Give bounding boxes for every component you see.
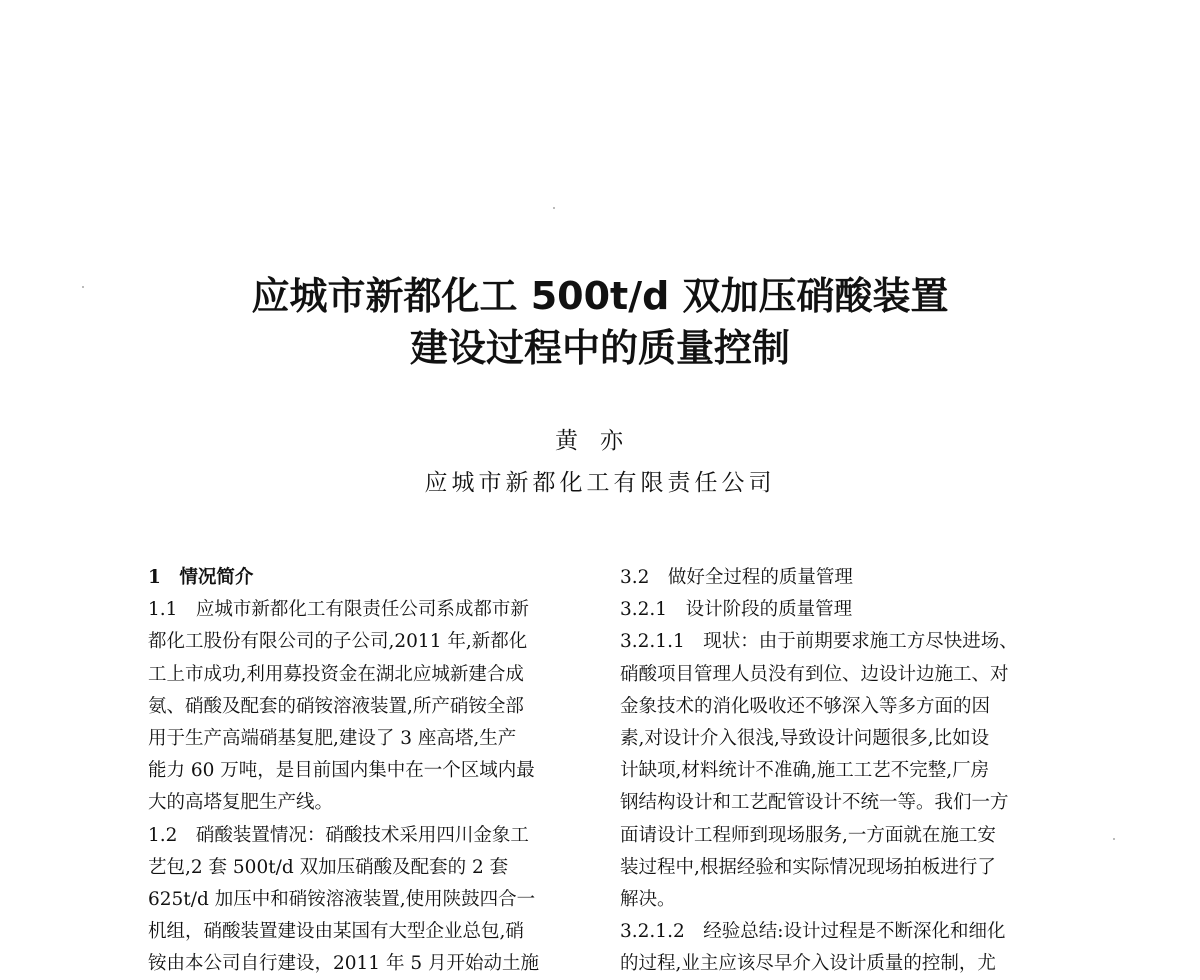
paper-title bbox=[0, 270, 1200, 374]
scan-speck bbox=[1113, 838, 1115, 840]
right-column-line: 3.2 做好全过程的质量管理 bbox=[620, 567, 853, 588]
left-column-line: 用于生产高端硝基复肥,建设了 3 座高塔,生产 bbox=[148, 727, 517, 749]
left-column-line: 625t/d 加压中和硝铵溶液装置,使用陕鼓四合一 bbox=[148, 888, 536, 910]
right-column-line: 面请设计工程师到现场服务,一方面就在施工安 bbox=[620, 824, 996, 846]
author-name: 黄亦 bbox=[555, 428, 645, 454]
right-column-line: 素,对设计介入很浅,导致设计问题很多,比如设 bbox=[620, 727, 990, 749]
right-column bbox=[620, 562, 1050, 980]
left-column-line: 机组，硝酸装置建设由某国有大型企业总包,硝 bbox=[148, 921, 524, 943]
right-column-line: 的过程,业主应该尽早介入设计质量的控制，尤 bbox=[620, 953, 996, 975]
left-column bbox=[148, 562, 578, 980]
title-line-2: 建设过程中的质量控制 bbox=[409, 326, 790, 370]
left-column-line: 1.2 硝酸装置情况：硝酸技术采用四川金象工 bbox=[148, 824, 529, 846]
right-column-line: 3.2.1.1 现状：由于前期要求施工方尽快进场、 bbox=[620, 631, 1018, 653]
left-column-line: 1.1 应城市新都化工有限责任公司系成都市新 bbox=[148, 599, 529, 621]
right-column-line: 3.2.1 设计阶段的质量管理 bbox=[620, 599, 853, 621]
right-column-line: 解决。 bbox=[620, 888, 676, 910]
left-column-line: 能力 60 万吨，是目前国内集中在一个区域内最 bbox=[148, 760, 535, 782]
scan-speck bbox=[553, 207, 555, 209]
right-column-line: 计缺项,材料统计不准确,施工工艺不完整,厂房 bbox=[620, 760, 990, 782]
left-column-line: 艺包,2 套 500t/d 双加压硝酸及配套的 2 套 bbox=[148, 856, 509, 878]
right-column-line: 硝酸项目管理人员没有到位、边设计边施工、对 bbox=[620, 663, 1009, 685]
right-column-line: 钢结构设计和工艺配管设计不统一等。我们一方 bbox=[620, 792, 1009, 814]
left-column-line: 大的高塔复肥生产线。 bbox=[148, 792, 334, 814]
right-column-line: 装过程中,根据经验和实际情况现场拍板进行了 bbox=[620, 856, 996, 878]
left-column-line: 1 情况简介 bbox=[148, 567, 254, 588]
left-column-line: 铵由本公司自行建设，2011 年 5 月开始动土施 bbox=[148, 953, 539, 975]
right-column-line: 3.2.1.2 经验总结:设计过程是不断深化和细化 bbox=[620, 921, 1006, 943]
author-affiliation: 应城市新都化工有限责任公司 bbox=[424, 470, 776, 496]
right-column-line: 金象技术的消化吸收还不够深入等多方面的因 bbox=[620, 695, 991, 717]
left-column-line: 氨、硝酸及配套的硝铵溶液装置,所产硝铵全部 bbox=[148, 695, 524, 717]
scan-speck bbox=[82, 286, 84, 288]
left-column-line: 都化工股份有限公司的子公司,2011 年,新都化 bbox=[148, 631, 528, 653]
title-line-1: 应城市新都化工 500t/d 双加压硝酸装置 bbox=[251, 274, 949, 318]
left-column-line: 工上市成功,利用募投资金在湖北应城新建合成 bbox=[148, 663, 524, 685]
